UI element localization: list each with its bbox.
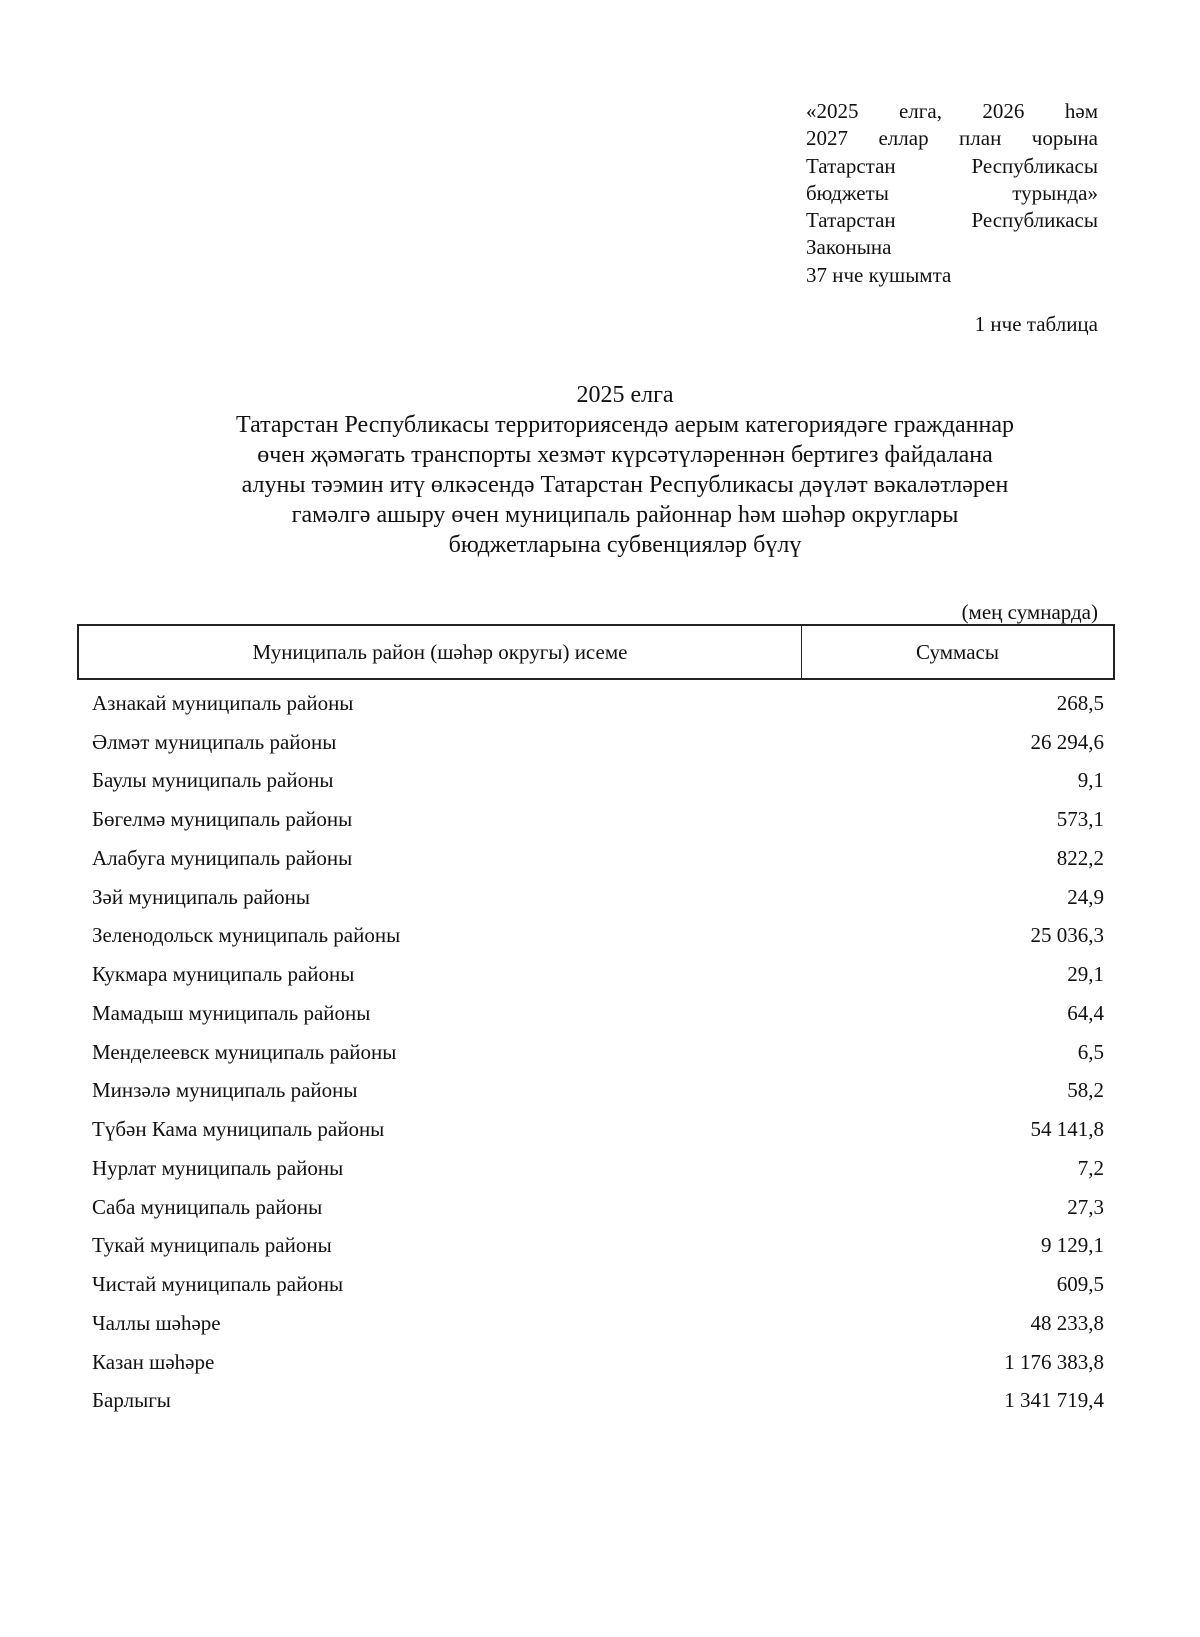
row-name: Алабуга муниципаль районы bbox=[92, 845, 353, 870]
row-value: 6,5 bbox=[1077, 1039, 1104, 1064]
annex-line: 2027 еллар план чорына bbox=[806, 126, 1098, 151]
annex-line: Татарстан Республикасы bbox=[806, 153, 1098, 178]
unit-label: (мең сумнарда) bbox=[961, 600, 1098, 624]
row-value: 1 176 383,8 bbox=[1004, 1349, 1104, 1374]
row-value: 25 036,3 bbox=[1030, 923, 1104, 948]
table-row bbox=[92, 1265, 1104, 1304]
row-name: Мамадыш муниципаль районы bbox=[92, 1000, 371, 1025]
header-name-column: Муниципаль район (шәһәр округы) исеме bbox=[79, 626, 802, 678]
row-value: 54 141,8 bbox=[1030, 1117, 1104, 1142]
row-name: Кукмара муниципаль районы bbox=[92, 962, 355, 987]
table-row bbox=[92, 1149, 1104, 1188]
table-row bbox=[92, 917, 1104, 956]
row-value: 268,5 bbox=[1056, 690, 1104, 715]
row-value: 609,5 bbox=[1056, 1272, 1104, 1297]
row-name: Минзәлә муниципаль районы bbox=[92, 1078, 358, 1103]
table-body bbox=[92, 684, 1104, 1420]
row-value: 573,1 bbox=[1056, 807, 1104, 832]
table-row bbox=[92, 762, 1104, 801]
table-header bbox=[77, 624, 1115, 680]
row-name: Чаллы шәһәре bbox=[92, 1310, 221, 1335]
title-line: алуны тәэмин итү өлкәсендә Татарстан Республикасы дәүләт вәкаләтләрен bbox=[241, 472, 1009, 498]
title-line: өчен җәмәгать транспорты хезмәт күрсәтүләреннән бертигез файдалана bbox=[257, 442, 993, 468]
row-value: 58,2 bbox=[1067, 1078, 1104, 1103]
row-name: Тукай муниципаль районы bbox=[92, 1233, 332, 1258]
table-row-total bbox=[92, 1382, 1104, 1421]
title-year: 2025 елга bbox=[576, 382, 674, 408]
table-row bbox=[92, 1110, 1104, 1149]
row-name: Бөгелмә муниципаль районы bbox=[92, 807, 353, 832]
annex-line: Татарстан Республикасы bbox=[806, 208, 1098, 233]
annex-reference bbox=[806, 98, 1098, 289]
table-row bbox=[92, 684, 1104, 723]
table-row bbox=[92, 994, 1104, 1033]
row-value: 822,2 bbox=[1056, 845, 1104, 870]
row-name: Зәй муниципаль районы bbox=[92, 884, 311, 909]
header-sum-column: Суммасы bbox=[916, 639, 999, 664]
row-name: Баулы муниципаль районы bbox=[92, 768, 334, 793]
row-name: Түбән Кама муниципаль районы bbox=[92, 1117, 385, 1142]
table-row bbox=[92, 1227, 1104, 1266]
row-name: Нурлат муниципаль районы bbox=[92, 1155, 344, 1180]
row-name: Менделеевск муниципаль районы bbox=[92, 1039, 397, 1064]
row-name: Барлыгы bbox=[92, 1388, 171, 1413]
row-value: 64,4 bbox=[1067, 1000, 1104, 1025]
row-value: 29,1 bbox=[1067, 962, 1104, 987]
row-value: 48 233,8 bbox=[1030, 1310, 1104, 1335]
row-name: Азнакай муниципаль районы bbox=[92, 690, 354, 715]
row-value: 1 341 719,4 bbox=[1004, 1388, 1104, 1413]
row-value: 24,9 bbox=[1067, 884, 1104, 909]
row-value: 7,2 bbox=[1077, 1155, 1104, 1180]
table-number-label: 1 нче таблица bbox=[974, 312, 1098, 336]
title-line: бюджетларына субвенцияләр бүлү bbox=[448, 532, 802, 558]
row-name: Чистай муниципаль районы bbox=[92, 1272, 344, 1297]
row-name: Саба муниципаль районы bbox=[92, 1194, 323, 1219]
table-row bbox=[92, 1188, 1104, 1227]
table-row bbox=[92, 1072, 1104, 1111]
table-row bbox=[92, 1304, 1104, 1343]
table-row bbox=[92, 1343, 1104, 1382]
row-value: 26 294,6 bbox=[1030, 729, 1104, 754]
row-value: 9,1 bbox=[1077, 768, 1104, 793]
annex-line: бюджеты турында» bbox=[806, 180, 1098, 205]
row-name: Зеленодольск муниципаль районы bbox=[92, 923, 401, 948]
row-value: 27,3 bbox=[1067, 1194, 1104, 1219]
annex-line: 37 нче кушымта bbox=[806, 262, 952, 287]
row-name: Әлмәт муниципаль районы bbox=[92, 729, 337, 754]
row-name: Казан шәһәре bbox=[92, 1349, 215, 1374]
title-line: гамәлгә ашыру өчен муниципаль районнар һәм шәһәр округлары bbox=[291, 502, 959, 528]
annex-line: Законына bbox=[806, 235, 892, 260]
table-row bbox=[92, 723, 1104, 762]
table-row bbox=[92, 839, 1104, 878]
table-row bbox=[92, 878, 1104, 917]
table-row bbox=[92, 1033, 1104, 1072]
table-row bbox=[92, 955, 1104, 994]
title-line: Татарстан Республикасы территориясендә аерым категориядәге гражданнар bbox=[236, 412, 1014, 438]
document-title bbox=[130, 380, 1120, 560]
row-value: 9 129,1 bbox=[1041, 1233, 1104, 1258]
annex-line: «2025 елга, 2026 һәм bbox=[806, 99, 1098, 123]
table-row bbox=[92, 800, 1104, 839]
